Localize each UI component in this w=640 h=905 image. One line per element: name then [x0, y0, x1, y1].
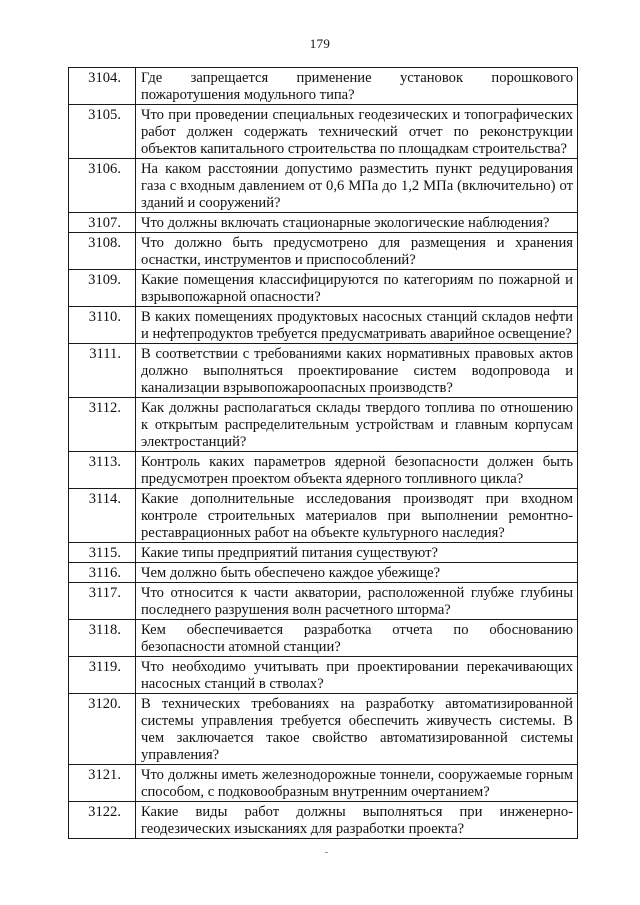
questions-table [68, 67, 578, 839]
question-number: 3112. [69, 398, 136, 452]
question-text: Какие типы предприятий питания существуют? [136, 543, 578, 563]
question-number: 3117. [69, 583, 136, 620]
question-number: 3119. [69, 657, 136, 694]
question-number: 3121. [69, 765, 136, 802]
question-number: 3114. [69, 489, 136, 543]
table-row [69, 802, 578, 839]
question-text: Какие виды работ должны выполняться при инженерно-геодезических изысканиях для разработки проекта? [136, 802, 578, 839]
questions-table-body [69, 68, 578, 839]
question-text: Что должны включать стационарные экологические наблюдения? [136, 213, 578, 233]
table-row [69, 452, 578, 489]
table-row [69, 68, 578, 105]
table-row [69, 105, 578, 159]
question-text: Контроль каких параметров ядерной безопасности должен быть предусмотрен проектом объекта ядерного топливного цикла? [136, 452, 578, 489]
question-text: Где запрещается применение установок порошкового пожаротушения модульного типа? [136, 68, 578, 105]
table-row [69, 657, 578, 694]
question-text: На каком расстоянии допустимо разместить пункт редуцирования газа с входным давлением от 0,6 МПа до 1,2 МПа (включительно) от зданий и сооружений? [136, 159, 578, 213]
question-number: 3104. [69, 68, 136, 105]
table-row [69, 563, 578, 583]
question-text: Что должно быть предусмотрено для размещения и хранения оснастки, инструментов и приспособлений? [136, 233, 578, 270]
table-row [69, 543, 578, 563]
question-number: 3113. [69, 452, 136, 489]
question-text: Что при проведении специальных геодезических и топографических работ должен содержать технический отчет по реконструкции объектов капитального строительства по площадкам строительства? [136, 105, 578, 159]
table-row [69, 583, 578, 620]
question-text: В каких помещениях продуктовых насосных станций складов нефти и нефтепродуктов требуется предусматривать аварийное освещение? [136, 307, 578, 344]
page-number: 179 [309, 36, 331, 51]
question-number: 3111. [69, 344, 136, 398]
question-number: 3116. [69, 563, 136, 583]
table-row [69, 344, 578, 398]
question-number: 3115. [69, 543, 136, 563]
table-row [69, 765, 578, 802]
question-text: Чем должно быть обеспечено каждое убежище? [136, 563, 578, 583]
table-row [69, 620, 578, 657]
table-row [69, 489, 578, 543]
question-text: Что необходимо учитывать при проектировании перекачивающих насосных станций в стволах? [136, 657, 578, 694]
question-number: 3120. [69, 694, 136, 765]
question-text: Какие помещения классифицируются по категориям по пожарной и взрывопожарной опасности? [136, 270, 578, 307]
question-text: Какие дополнительные исследования производят при входном контроле строительных материалов при выполнении ремонтно-реставрационных работ на объекте культурного наследия? [136, 489, 578, 543]
question-number: 3109. [69, 270, 136, 307]
question-number: 3118. [69, 620, 136, 657]
question-text: Что должны иметь железнодорожные тоннели, сооружаемые горным способом, с подковообразным внутренним очертанием? [136, 765, 578, 802]
question-text: В технических требованиях на разработку автоматизированной системы управления требуется обеспечить живучесть системы. В чем заключается такое свойство автоматизированной системы управления? [136, 694, 578, 765]
question-number: 3107. [69, 213, 136, 233]
table-row [69, 307, 578, 344]
question-text: Как должны располагаться склады твердого топлива по отношению к открытым распределительным устройствам и главным корпусам электростанций? [136, 398, 578, 452]
question-text: В соответствии с требованиями каких нормативных правовых актов должно выполняться проектирование систем водопровода и канализации взрывопожароопасных производств? [136, 344, 578, 398]
table-row [69, 270, 578, 307]
scan-mark [325, 852, 328, 853]
question-number: 3122. [69, 802, 136, 839]
question-number: 3108. [69, 233, 136, 270]
question-number: 3105. [69, 105, 136, 159]
question-number: 3110. [69, 307, 136, 344]
table-row [69, 233, 578, 270]
table-row [69, 213, 578, 233]
question-text: Что относится к части акватории, расположенной глубже глубины последнего разрушения волн расчетного шторма? [136, 583, 578, 620]
question-number: 3106. [69, 159, 136, 213]
question-text: Кем обеспечивается разработка отчета по обоснованию безопасности атомной станции? [136, 620, 578, 657]
table-row [69, 694, 578, 765]
table-row [69, 398, 578, 452]
table-row [69, 159, 578, 213]
